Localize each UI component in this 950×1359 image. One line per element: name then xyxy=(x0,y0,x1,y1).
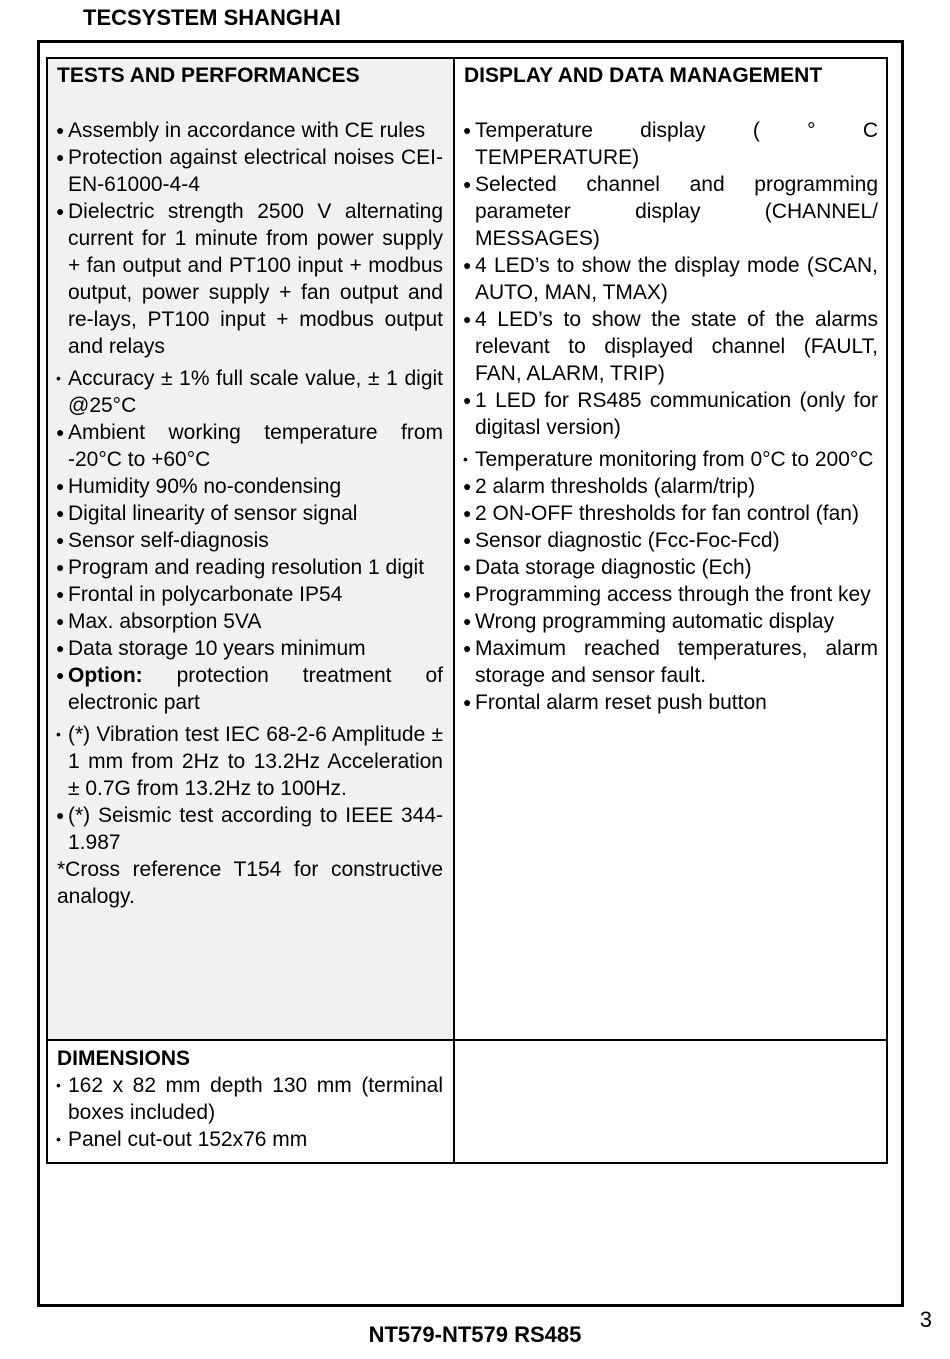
bullet-icon: ● xyxy=(463,478,472,494)
list-item: • Accuracy ± 1% full scale value, ± 1 digit @25°C xyxy=(56,367,443,417)
bullet-icon: ● xyxy=(463,392,472,408)
tests-list xyxy=(57,117,443,910)
list-item: ● Sensor self-diagnosis xyxy=(56,529,269,552)
bullet-icon: ● xyxy=(56,203,65,219)
list-item: ● Max. absorption 5VA xyxy=(56,610,262,633)
list-item: • (*) Vibration test IEC 68-2-6 Amplitude ± 1 mm from 2Hz to 13.2Hz Acceleration ± 0.7G from 13.2Hz to 100Hz. xyxy=(56,723,443,800)
company-header: TECSYSTEM SHANGHAI xyxy=(83,5,341,30)
bullet-icon: ● xyxy=(463,559,472,575)
bullet-icon: ● xyxy=(463,640,472,656)
list-item: ● 2 ON-OFF thresholds for fan control (fan) xyxy=(463,502,859,525)
list-item: ● Programming access through the front key xyxy=(463,583,871,606)
list-item: ● Data storage 10 years minimum xyxy=(56,637,366,660)
list-item: ● 2 alarm thresholds (alarm/trip) xyxy=(463,475,756,498)
list-item: ● 4 LED’s to show the state of the alarms relevant to displayed channel (FAULT, FAN, ALARM, TRIP) xyxy=(463,308,878,385)
list-item: ● Protection against electrical noises CEI-EN-61000-4-4 xyxy=(56,146,443,196)
bullet-icon: ● xyxy=(56,424,65,440)
tests-heading: TESTS AND PERFORMANCES xyxy=(57,64,360,87)
bullet-icon: ● xyxy=(56,532,65,548)
bullet-icon: ● xyxy=(56,559,65,575)
model-footer: NT579-NT579 RS485 xyxy=(368,1322,582,1347)
display-list xyxy=(464,117,878,716)
list-item: • Temperature monitoring from 0°C to 200°C xyxy=(463,448,874,471)
bullet-icon: • xyxy=(56,726,61,742)
list-item: ● Digital linearity of sensor signal xyxy=(56,502,358,525)
list-item: ● Frontal alarm reset push button xyxy=(463,691,767,714)
list-item: ● Sensor diagnostic (Fcc-Foc-Fcd) xyxy=(463,529,780,552)
list-item: ● 4 LED’s to show the display mode (SCAN, AUTO, MAN, TMAX) xyxy=(463,254,878,304)
list-item: ● Ambient working temperature from -20°C to +60°C xyxy=(56,421,443,471)
list-item: ● Temperature display ( ° C TEMPERATURE) xyxy=(463,119,878,169)
list-item: ● Wrong programming automatic display xyxy=(463,610,835,633)
bullet-icon: • xyxy=(56,370,61,386)
list-item: ● Humidity 90% no-condensing xyxy=(56,475,342,498)
list-item: ● Maximum reached temperatures, alarm storage and sensor fault. xyxy=(463,637,878,687)
bullet-icon: ● xyxy=(56,586,65,602)
bullet-icon: ● xyxy=(56,122,65,138)
cross-reference-note: *Cross reference T154 for constructive analogy. xyxy=(57,858,443,908)
bullet-icon: ● xyxy=(56,807,65,823)
bullet-icon: • xyxy=(56,1077,61,1093)
list-item: ● Dielectric strength 2500 V alternating current for 1 minute from power supply + fan output and PT100 input + modbus output, power supply + fan output and re-lays, PT100 input + modbus output and relays xyxy=(56,200,443,358)
bullet-icon: ● xyxy=(56,613,65,629)
list-item: ● Data storage diagnostic (Ech) xyxy=(463,556,752,579)
bullet-icon: ● xyxy=(463,505,472,521)
bullet-icon: ● xyxy=(56,667,65,683)
list-item: ● Assembly in accordance with CE rules xyxy=(56,119,426,142)
list-item: ● Frontal in polycarbonate IP54 xyxy=(56,583,343,606)
list-item: • Panel cut-out 152x76 mm xyxy=(56,1128,308,1151)
bullet-icon: ● xyxy=(56,505,65,521)
bullet-icon: ● xyxy=(463,586,472,602)
bullet-icon: • xyxy=(463,451,468,467)
bullet-icon: ● xyxy=(56,478,65,494)
display-heading: DISPLAY AND DATA MANAGEMENT xyxy=(464,64,823,87)
option-item: ● Option: protection treatment of electronic part xyxy=(56,664,443,714)
list-item: ● 1 LED for RS485 communication (only for digitasl version) xyxy=(463,389,878,439)
bullet-icon: ● xyxy=(56,149,65,165)
bullet-icon: ● xyxy=(463,176,472,192)
bullet-icon: ● xyxy=(463,694,472,710)
list-item: • 162 x 82 mm depth 130 mm (terminal boxes included) xyxy=(56,1074,443,1124)
dimensions-list xyxy=(57,1072,443,1153)
bullet-icon: ● xyxy=(463,532,472,548)
bullet-icon: ● xyxy=(463,311,472,327)
list-item: ● (*) Seismic test according to IEEE 344-1.987 xyxy=(56,804,443,854)
bullet-icon: ● xyxy=(463,122,472,138)
dimensions-heading: DIMENSIONS xyxy=(57,1047,191,1070)
list-item: ● Selected channel and programming parameter display (CHANNEL/ MESSAGES) xyxy=(463,173,878,250)
bullet-icon: ● xyxy=(463,613,472,629)
bullet-icon: ● xyxy=(56,640,65,656)
page-number: 3 xyxy=(919,1307,932,1332)
bullet-icon: • xyxy=(56,1131,61,1147)
bullet-icon: ● xyxy=(463,257,472,273)
empty-cell xyxy=(453,1039,888,1164)
list-item: ● Program and reading resolution 1 digit xyxy=(56,556,425,579)
